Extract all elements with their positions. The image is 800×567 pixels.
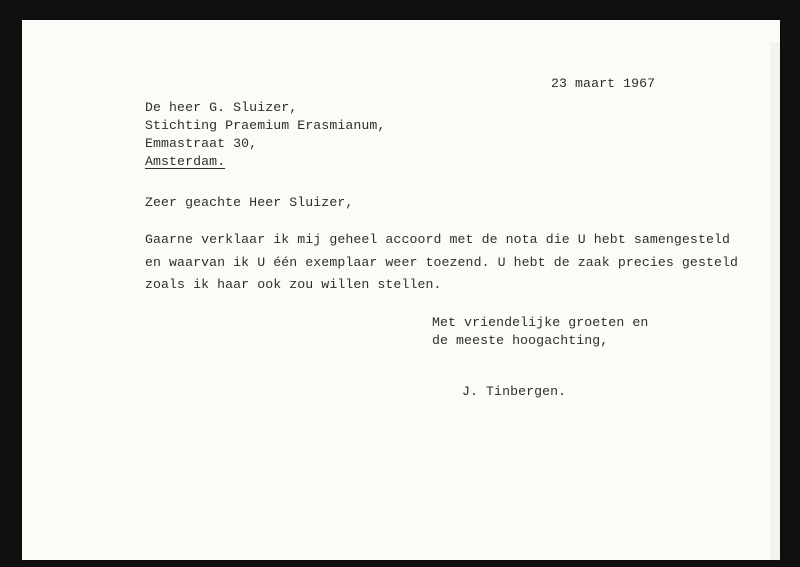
body-line: en waarvan ik U één exemplaar weer toezend. U hebt de zaak precies gesteld (145, 255, 739, 270)
closing-line: Met vriendelijke groeten en (432, 315, 649, 330)
recipient-name: De heer G. Sluizer, (145, 100, 298, 115)
recipient-city: Amsterdam. (145, 154, 226, 169)
recipient-street: Emmastraat 30, (145, 136, 258, 151)
body-line: zoals ik haar ook zou willen stellen. (145, 277, 442, 292)
letter-date: 23 maart 1967 (551, 76, 656, 91)
closing-line: de meeste hoogachting, (432, 333, 609, 348)
paper-edge (770, 42, 780, 560)
signature: J. Tinbergen. (462, 384, 567, 399)
salutation: Zeer geachte Heer Sluizer, (145, 195, 354, 210)
body-line: Gaarne verklaar ik mij geheel accoord met de nota die U hebt samengesteld (145, 232, 731, 247)
recipient-organization: Stichting Praemium Erasmianum, (145, 118, 386, 133)
